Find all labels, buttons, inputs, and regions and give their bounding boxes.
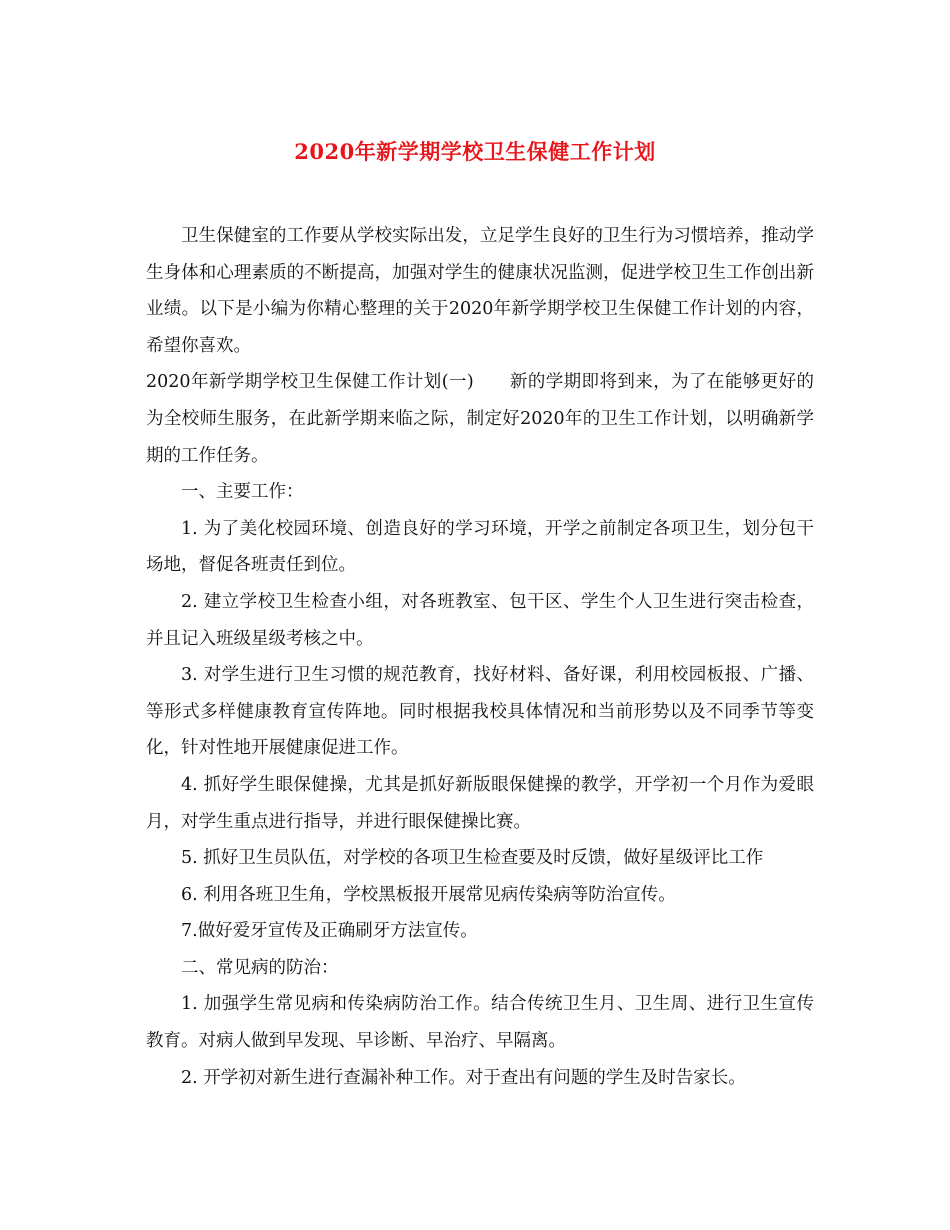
paragraph: 2020年新学期学校卫生保健工作计划(一) 新的学期即将到来，为了在能够更好的为全校师生服务，在此新学期来临之际，制定好2020年的卫生工作计划，以明确新学期的工作任务。 — [146, 372, 814, 466]
list-item: 1. 加强学生常见病和传染病防治工作。结合传统卫生月、卫生周、进行卫生宣传教育。对病人做到早发现、早诊断、早治疗、早隔离。 — [146, 994, 814, 1052]
list-item: 1. 为了美化校园环境、创造良好的学习环境，开学之前制定各项卫生，划分包干场地，督促各班责任到位。 — [146, 518, 814, 576]
list-item: 3. 对学生进行卫生习惯的规范教育，找好材料、备好课，利用校园板报、广播、等形式多样健康教育宣传阵地。同时根据我校具体情况和当前形势以及不同季节等变化，针对性地开展健康促进工作。 — [146, 665, 814, 759]
document-title: 2020年新学期学校卫生保健工作计划 — [294, 139, 656, 164]
document-body — [146, 218, 814, 1096]
list-item: 2. 开学初对新生进行查漏补种工作。对于查出有问题的学生及时告家长。 — [181, 1067, 746, 1088]
list-item: 6. 利用各班卫生角，学校黑板报开展常见病传染病等防治宣传。 — [181, 884, 676, 905]
paragraph: 卫生保健室的工作要从学校实际出发，立足学生良好的卫生行为习惯培养，推动学生身体和心理素质的不断提高，加强对学生的健康状况监测，促进学校卫生工作创出新业绩。以下是小编为你精心整理的关于2020年新学期学校卫生保健工作计划的内容，希望你喜欢。 — [146, 226, 814, 356]
section-heading: 二、常见病的防治： — [181, 957, 339, 978]
section-heading: 一、主要工作： — [181, 482, 304, 503]
list-item: 4. 抓好学生眼保健操，尤其是抓好新版眼保健操的教学，开学初一个月作为爱眼月，对学生重点进行指导，并进行眼保健操比赛。 — [146, 774, 814, 832]
list-item: 5. 抓好卫生员队伍，对学校的各项卫生检查要及时反馈，做好星级评比工作 — [181, 848, 764, 869]
list-item: 7.做好爱牙宣传及正确刷牙方法宣传。 — [181, 921, 478, 942]
list-item: 2. 建立学校卫生检查小组，对各班教室、包干区、学生个人卫生进行突击检查，并且记入班级星级考核之中。 — [146, 591, 814, 649]
